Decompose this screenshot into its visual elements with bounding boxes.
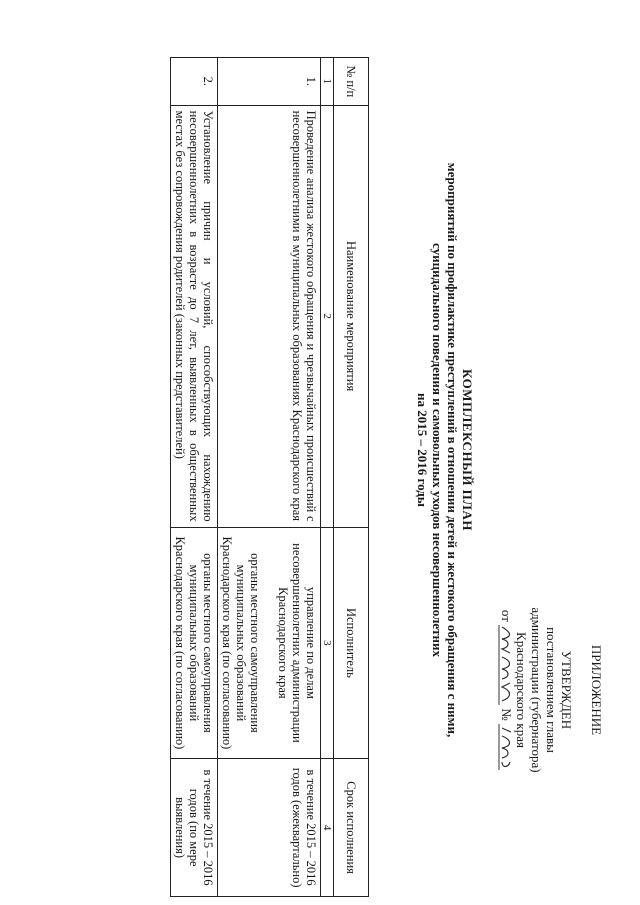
approved-label: УТВЕРЖДЕН <box>559 650 574 730</box>
row-number: 1. <box>218 58 321 106</box>
row-measure: Установление причин и условий, способствующих нахождению несовершеннолетних в возрасте до 7 лет, выявленных в общественных местах без сопровождения родителей (законных представителей) <box>171 105 218 527</box>
date-number-row <box>498 610 514 770</box>
table-row <box>171 58 218 897</box>
table-row <box>218 58 321 897</box>
approval-line-1: постановлением главы <box>544 627 559 753</box>
from-label: от <box>499 609 514 622</box>
handwritten-number <box>498 724 514 770</box>
col-number: 3 <box>321 527 334 759</box>
header-term: Срок исполнения <box>334 759 369 897</box>
row-term: в течение 2015 – 2016 годов (ежеквартально) <box>218 759 321 897</box>
col-number: 2 <box>321 105 334 527</box>
row-number: 2. <box>171 58 218 106</box>
approval-line-3: Краснодарского края <box>514 632 529 748</box>
row-measure: Проведение анализа жестокого обращения и чрезвычайных происшествий с несовершеннолетними в муниципальных образованиях Краснодарского края <box>218 105 321 527</box>
header-measure: Наименование мероприятия <box>334 105 369 527</box>
plan-title-main: КОМПЛЕКСНЫЙ ПЛАН <box>460 369 475 531</box>
row-executor-secondary: органы местного самоуправления муниципальных образований Краснодарского края (по согласованию) <box>220 536 262 750</box>
appendix-label: ПРИЛОЖЕНИЕ <box>589 644 604 736</box>
plan-title-sub-2: суицидального поведения и самовольных уходов несовершеннолетних <box>430 242 445 657</box>
plan-title-sub-3: на 2015 – 2016 годы <box>415 393 430 507</box>
col-number: 1 <box>321 58 334 106</box>
row-executor <box>218 527 321 759</box>
row-executor: органы местного самоуправления муниципальных образований Краснодарского края (по согласованию) <box>171 527 218 759</box>
plan-table <box>170 57 369 897</box>
approval-block <box>498 520 604 860</box>
plan-title-sub-1: мероприятий по профилактике преступлений в отношении детей и жестокого обращения с ними, <box>445 162 460 738</box>
column-number-row <box>321 58 334 897</box>
handwritten-date <box>498 625 514 705</box>
number-label: № <box>499 708 514 721</box>
header-num: № п/п <box>334 58 369 106</box>
header-executor: Исполнитель <box>334 527 369 759</box>
row-executor-primary: управление по делам несовершеннолетних администрации Краснодарского края <box>276 543 318 743</box>
table-header-row <box>334 58 369 897</box>
row-term: в течение 2015 – 2016 годов (по мере выявления) <box>171 759 218 897</box>
col-number: 4 <box>321 759 334 897</box>
approval-line-2: администрации (губернатора) <box>529 607 544 773</box>
plan-title <box>415 100 475 800</box>
